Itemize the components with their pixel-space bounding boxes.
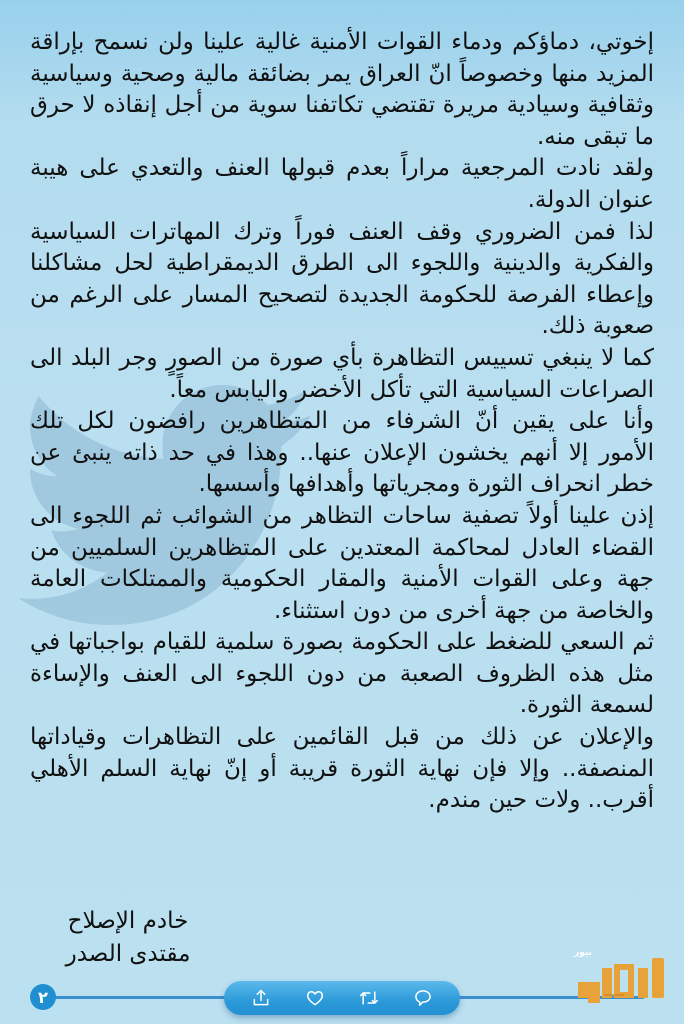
- brand-small-label: نيوز: [574, 948, 592, 958]
- signature-title: خادم الإصلاح: [67, 908, 189, 934]
- share-button[interactable]: [248, 985, 274, 1011]
- post-paragraph: والإعلان عن ذلك من قبل القائمين على التظاهرات وقياداتها المنصفة.. وإلا فإن نهاية الثورة قريبة أو إنّ نهاية السلم الأهلي أقرب.. ولات حين مندم.: [30, 724, 654, 814]
- reply-button[interactable]: [410, 985, 436, 1011]
- like-button[interactable]: [302, 985, 328, 1011]
- retweet-icon: [359, 988, 379, 1008]
- page-number-badge: ٢: [30, 984, 56, 1010]
- post-paragraph: وأنا على يقين أنّ الشرفاء من المتظاهرين رافضون لكل تلك الأمور إلا أنهم يخشون الإعلان عنها.. وهذا في حد ذاته ينبئ عن خطر انحراف الثورة ومجرياتها وأهدافها وأسسها.: [30, 408, 654, 498]
- reply-bubble-icon: [413, 988, 433, 1008]
- post-paragraph: ثم السعي للضغط على الحكومة بصورة سلمية للقيام بواجباتها في مثل هذه الظروف الصعبة من دون اللجوء الى العنف والإساءة لسمعة الثورة.: [30, 629, 654, 719]
- post-body: [30, 27, 654, 817]
- signature: [48, 905, 208, 971]
- signature-name: مقتدى الصدر: [65, 941, 191, 967]
- post-paragraph: ولقد نادت المرجعية مراراً بعدم قبولها العنف والتعدي على هيبة عنوان الدولة.: [30, 155, 654, 213]
- brand-logo-mark-icon: [574, 954, 670, 1004]
- post-paragraph: لذا فمن الضروري وقف العنف فوراً وترك المهاترات السياسية والفكرية والدينية واللجوء الى الطرق الديمقراطية لحل مشاكلنا وإعطاء الفرصة للحكومة الجديدة لتصحيح المسار على الرغم من صعوبة ذلك.: [30, 218, 654, 340]
- post-paragraph: إذن علينا أولاً تصفية ساحات التظاهر من الشوائب ثم اللجوء الى القضاء العادل لمحاكمة المعتدين على المتظاهرين السلميين من جهة وعلى القوات الأمنية والمقار الحكومية والممتلكات العامة والخاصة من جهة أخرى من دون استثناء.: [30, 502, 654, 624]
- share-icon: [251, 988, 271, 1008]
- post-paragraph: إخوتي، دماؤكم ودماء القوات الأمنية غالية علينا ولن نسمح بإراقة المزيد منها وخصوصاً انّ العراق يمر بضائقة مالية وصحية وسياسية وثقافية وسيادية مريرة تقتضي تكاتفنا سوية من أجل إنقاذه لا حرق ما تبقى منه.: [30, 29, 654, 150]
- brand-logo: [574, 948, 670, 1006]
- heart-icon: [305, 988, 325, 1008]
- retweet-button[interactable]: [356, 985, 382, 1011]
- tweet-action-bar: [224, 981, 460, 1015]
- post-paragraph: كما لا ينبغي تسييس التظاهرة بأي صورة من الصورٍ وجر البلد الى الصراعات السياسية التي تأكل الأخضر واليابس معاً.: [30, 344, 654, 403]
